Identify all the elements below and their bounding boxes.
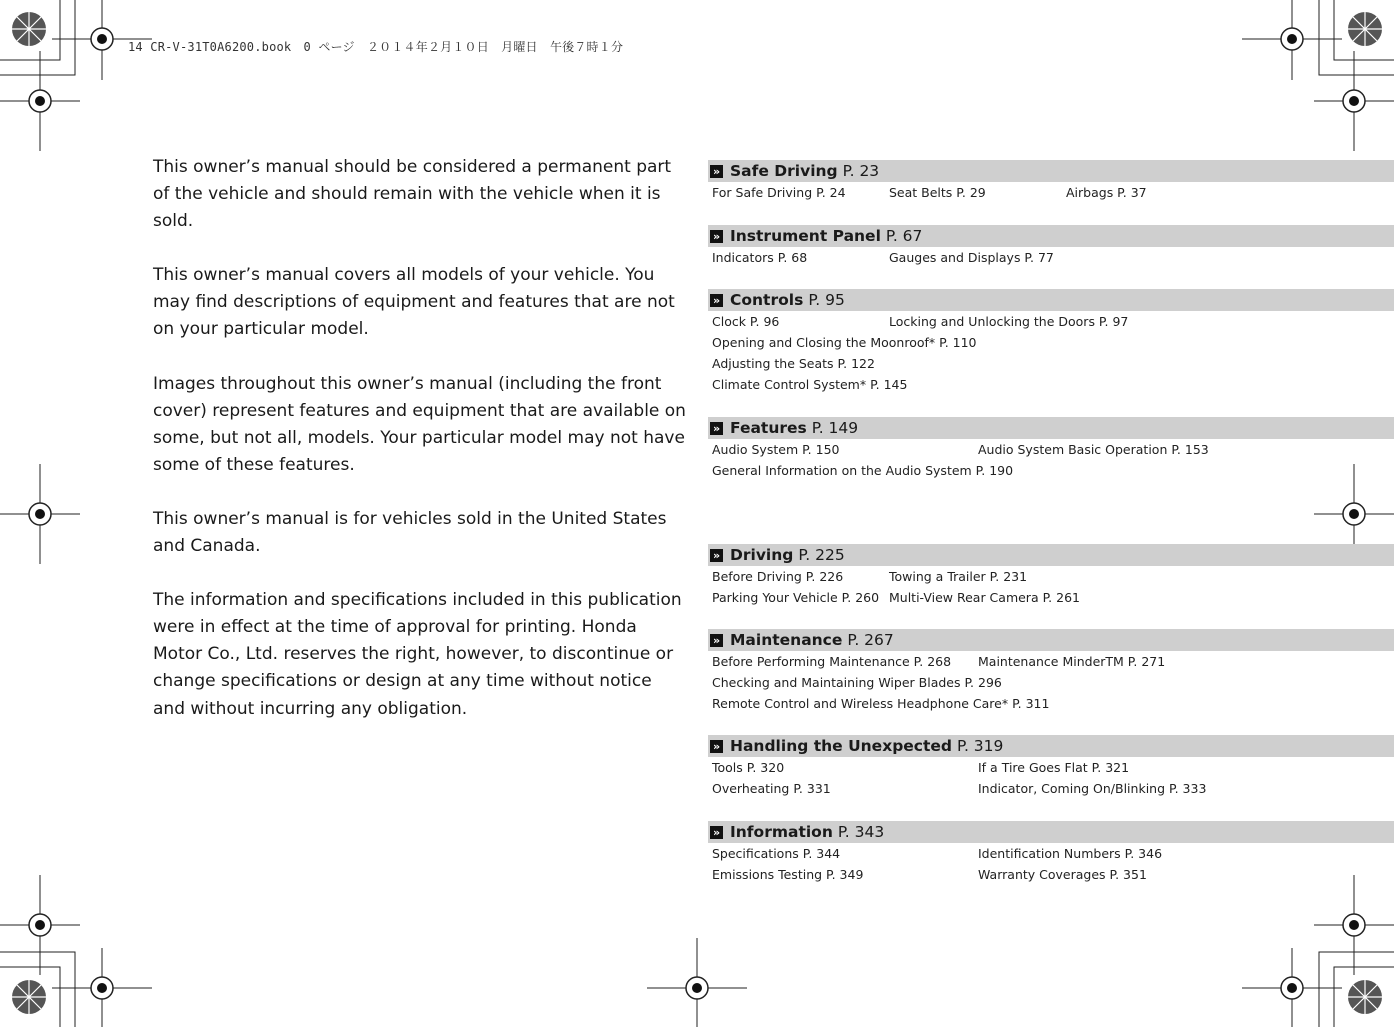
toc-link[interactable]: General Information on the Audio System P. 190 [712,463,1014,478]
toc-row [708,651,1394,672]
arrow-icon: » [710,740,723,753]
toc-section-controls [708,289,1394,395]
toc-link[interactable]: Identification Numbers P. 346 [978,846,1163,861]
toc-row [708,864,1394,885]
intro-paragraph: This owner’s manual is for vehicles sold in the United States and Canada. [153,508,667,557]
arrow-icon: » [710,230,723,243]
arrow-icon: » [710,422,723,435]
toc-row [708,332,1394,353]
toc-section-title: Driving [730,546,794,564]
toc-link[interactable]: Audio System Basic Operation P. 153 [978,442,1209,457]
toc-section-driving [708,544,1394,608]
toc-section-page: P. 95 [808,291,845,309]
toc-link[interactable]: For Safe Driving P. 24 [712,185,846,200]
toc-link[interactable]: Specifications P. 344 [712,846,841,861]
toc-link[interactable]: Indicator, Coming On/Blinking P. 333 [978,781,1207,796]
arrow-icon: » [710,294,723,307]
toc-row [708,587,1394,608]
toc-row [708,247,1394,268]
toc-section-features [708,417,1394,481]
toc-row [708,757,1394,778]
toc-link[interactable]: Warranty Coverages P. 351 [978,867,1147,882]
toc-link[interactable]: Before Performing Maintenance P. 268 [712,654,952,669]
toc-row [708,311,1394,332]
toc-section-handling-the-unexpected [708,735,1394,799]
intro-paragraph: Images throughout this owner’s manual (including the front cover) represent features and equipment that are available on some, but not all, models. Your particular model may not have some of these features. [153,373,686,475]
toc-section-page: P. 67 [885,227,923,245]
toc-link[interactable]: Airbags P. 37 [1066,185,1147,200]
toc-section-page: P. 319 [957,737,1004,755]
toc-section-heading[interactable] [708,735,1394,757]
toc-row [708,182,1394,203]
print-file-header: 14 CR-V-31T0A6200.book 0 ページ ２０１４年２月１０日 月曜日 午後７時１分 [128,40,624,54]
toc-row [708,843,1394,864]
toc-section-heading[interactable] [708,225,1394,247]
toc-row [708,353,1394,374]
intro-text [153,154,689,750]
toc-section-page: P. 225 [798,546,845,564]
toc-section-heading[interactable] [708,821,1394,843]
arrow-icon: » [710,634,723,647]
toc-link[interactable]: Climate Control System* P. 145 [712,377,908,392]
toc-link[interactable]: Seat Belts P. 29 [889,185,986,200]
toc-section-information [708,821,1394,885]
toc-link[interactable]: Gauges and Displays P. 77 [889,250,1054,265]
toc-section-heading[interactable] [708,160,1394,182]
arrow-icon: » [710,165,723,178]
toc-section-safe-driving [708,160,1394,203]
toc-section-title: Maintenance [730,631,843,649]
intro-paragraph: This owner’s manual should be considered a permanent part of the vehicle and should remain with the vehicle when it is sold. [153,157,672,232]
toc-link[interactable]: Adjusting the Seats P. 122 [712,356,875,371]
toc-link[interactable]: Before Driving P. 226 [712,569,844,584]
toc-section-page: P. 343 [837,823,885,841]
toc-section-title: Instrument Panel [730,227,881,245]
toc-link[interactable]: Remote Control and Wireless Headphone Care* P. 311 [712,696,1050,711]
toc-section-page: P. 149 [811,419,859,437]
toc-link[interactable]: Overheating P. 331 [712,781,831,796]
toc-link[interactable]: If a Tire Goes Flat P. 321 [978,760,1130,775]
toc-link[interactable]: Parking Your Vehicle P. 260 [712,590,880,605]
toc-section-title: Features [730,419,807,437]
toc-section-title: Information [730,823,833,841]
toc-section-instrument-panel [708,225,1394,268]
toc-row [708,374,1394,395]
intro-paragraph: The information and specifications included in this publication were in effect at the time of approval for printing. Honda Motor Co., Ltd. reserves the right, however, to discontinue or change specifications or design at any time without notice and without incurring any obligation. [153,590,682,719]
toc-link[interactable]: Opening and Closing the Moonroof* P. 110 [712,335,977,350]
toc-row [708,693,1394,714]
toc-section-title: Controls [730,291,804,309]
toc-section-heading[interactable] [708,544,1394,566]
toc-row [708,566,1394,587]
toc-row [708,778,1394,799]
toc-link[interactable]: Towing a Trailer P. 231 [889,569,1028,584]
toc-link[interactable]: Audio System P. 150 [712,442,840,457]
toc-row [708,672,1394,693]
toc-link[interactable]: Tools P. 320 [712,760,785,775]
toc-link[interactable]: Indicators P. 68 [712,250,808,265]
toc-section-maintenance [708,629,1394,714]
toc-link[interactable]: Locking and Unlocking the Doors P. 97 [889,314,1129,329]
toc-section-title: Safe Driving [730,162,838,180]
toc-link[interactable]: Multi-View Rear Camera P. 261 [889,590,1080,605]
toc-section-heading[interactable] [708,629,1394,651]
toc-link[interactable]: Checking and Maintaining Wiper Blades P. 296 [712,675,1002,690]
toc-row [708,460,1394,481]
toc-section-heading[interactable] [708,289,1394,311]
toc-section-page: P. 23 [842,162,880,180]
toc-section-title: Handling the Unexpected [730,737,953,755]
toc-link[interactable]: Maintenance MinderTM P. 271 [978,654,1166,669]
intro-paragraph: This owner’s manual covers all models of your vehicle. You may find descriptions of equipment and features that are not on your particular model. [153,265,675,340]
toc-link[interactable]: Clock P. 96 [712,314,780,329]
toc-row [708,439,1394,460]
arrow-icon: » [710,826,723,839]
toc-section-page: P. 267 [847,631,894,649]
toc-section-heading[interactable] [708,417,1394,439]
toc-link[interactable]: Emissions Testing P. 349 [712,867,864,882]
arrow-icon: » [710,549,723,562]
